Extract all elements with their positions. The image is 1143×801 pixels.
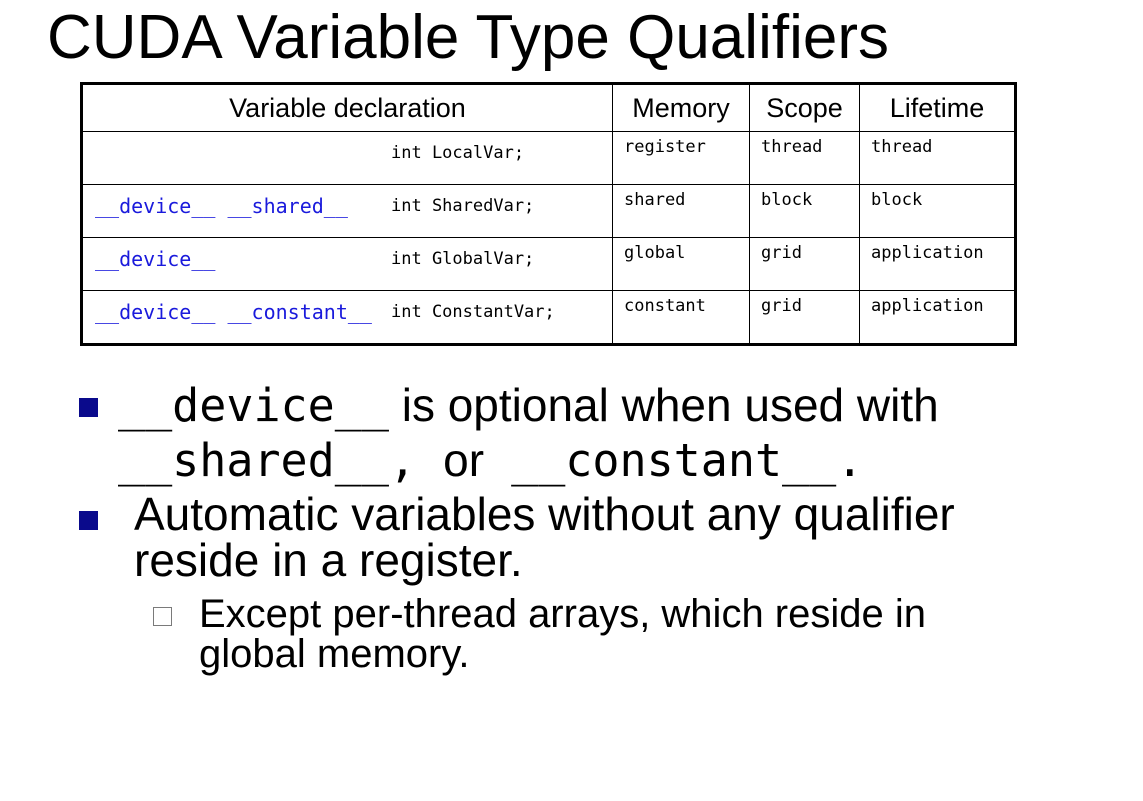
scope-cell bbox=[750, 238, 860, 291]
declaration-text: int ConstantVar; bbox=[391, 302, 555, 322]
lifetime-cell bbox=[860, 291, 1016, 345]
scope-value: thread bbox=[761, 137, 823, 157]
bullet-line bbox=[118, 378, 939, 433]
table-row bbox=[82, 185, 1016, 238]
bullet-device-optional bbox=[118, 378, 939, 488]
qualifier-table bbox=[80, 82, 1017, 346]
slide-title: CUDA Variable Type Qualifiers bbox=[47, 3, 889, 72]
declaration-cell bbox=[82, 185, 613, 238]
memory-cell bbox=[613, 238, 750, 291]
memory-cell bbox=[613, 185, 750, 238]
lifetime-cell bbox=[860, 238, 1016, 291]
lifetime-value: block bbox=[871, 190, 923, 210]
bullet-text-or: or bbox=[443, 434, 485, 486]
bullet-line: reside in a register. bbox=[134, 534, 523, 586]
bullet-line: global memory. bbox=[199, 632, 470, 676]
qualifier-text: __device__ __constant__ bbox=[95, 300, 372, 324]
sub-bullet-per-thread-arrays bbox=[199, 594, 926, 674]
code-device: __device__ bbox=[118, 379, 389, 432]
scope-value: block bbox=[761, 190, 813, 210]
header-lifetime: Lifetime bbox=[860, 84, 1016, 132]
declaration-text: int LocalVar; bbox=[391, 143, 525, 163]
table-header-row bbox=[82, 84, 1016, 132]
code-constant: __constant__. bbox=[484, 434, 864, 487]
table-row bbox=[82, 238, 1016, 291]
scope-value: grid bbox=[761, 296, 802, 316]
memory-value: shared bbox=[624, 190, 686, 210]
scope-value: grid bbox=[761, 243, 802, 263]
bullet-line: Except per-thread arrays, which reside in bbox=[199, 592, 926, 636]
memory-cell bbox=[613, 132, 750, 185]
memory-value: register bbox=[624, 137, 706, 157]
scope-cell bbox=[750, 291, 860, 345]
scope-cell bbox=[750, 185, 860, 238]
bullet-automatic-variables bbox=[134, 488, 955, 586]
lifetime-value: thread bbox=[871, 137, 933, 157]
lifetime-value: application bbox=[871, 243, 984, 263]
header-scope: Scope bbox=[750, 84, 860, 132]
header-variable-declaration: Variable declaration bbox=[82, 84, 613, 132]
lifetime-cell bbox=[860, 132, 1016, 185]
lifetime-cell bbox=[860, 185, 1016, 238]
declaration-cell bbox=[82, 238, 613, 291]
header-memory: Memory bbox=[613, 84, 750, 132]
declaration-text: int GlobalVar; bbox=[391, 249, 535, 269]
scope-cell bbox=[750, 132, 860, 185]
bullet-line: Automatic variables without any qualifier bbox=[134, 488, 955, 540]
declaration-text: int SharedVar; bbox=[391, 196, 535, 216]
memory-value: global bbox=[624, 243, 686, 263]
lifetime-value: application bbox=[871, 296, 984, 316]
hollow-square-bullet-icon bbox=[153, 607, 172, 626]
declaration-cell bbox=[82, 132, 613, 185]
declaration-cell bbox=[82, 291, 613, 345]
qualifier-text: __device__ __shared__ bbox=[95, 194, 348, 218]
bullet-text: is optional when used with bbox=[388, 379, 939, 431]
filled-square-bullet-icon bbox=[79, 511, 98, 530]
memory-cell bbox=[613, 291, 750, 345]
table-row bbox=[82, 291, 1016, 345]
memory-value: constant bbox=[624, 296, 706, 316]
table-row bbox=[82, 132, 1016, 185]
code-shared: __shared__, bbox=[118, 434, 444, 487]
bullet-line bbox=[118, 433, 939, 488]
qualifier-text: __device__ bbox=[95, 247, 216, 271]
filled-square-bullet-icon bbox=[79, 398, 98, 417]
